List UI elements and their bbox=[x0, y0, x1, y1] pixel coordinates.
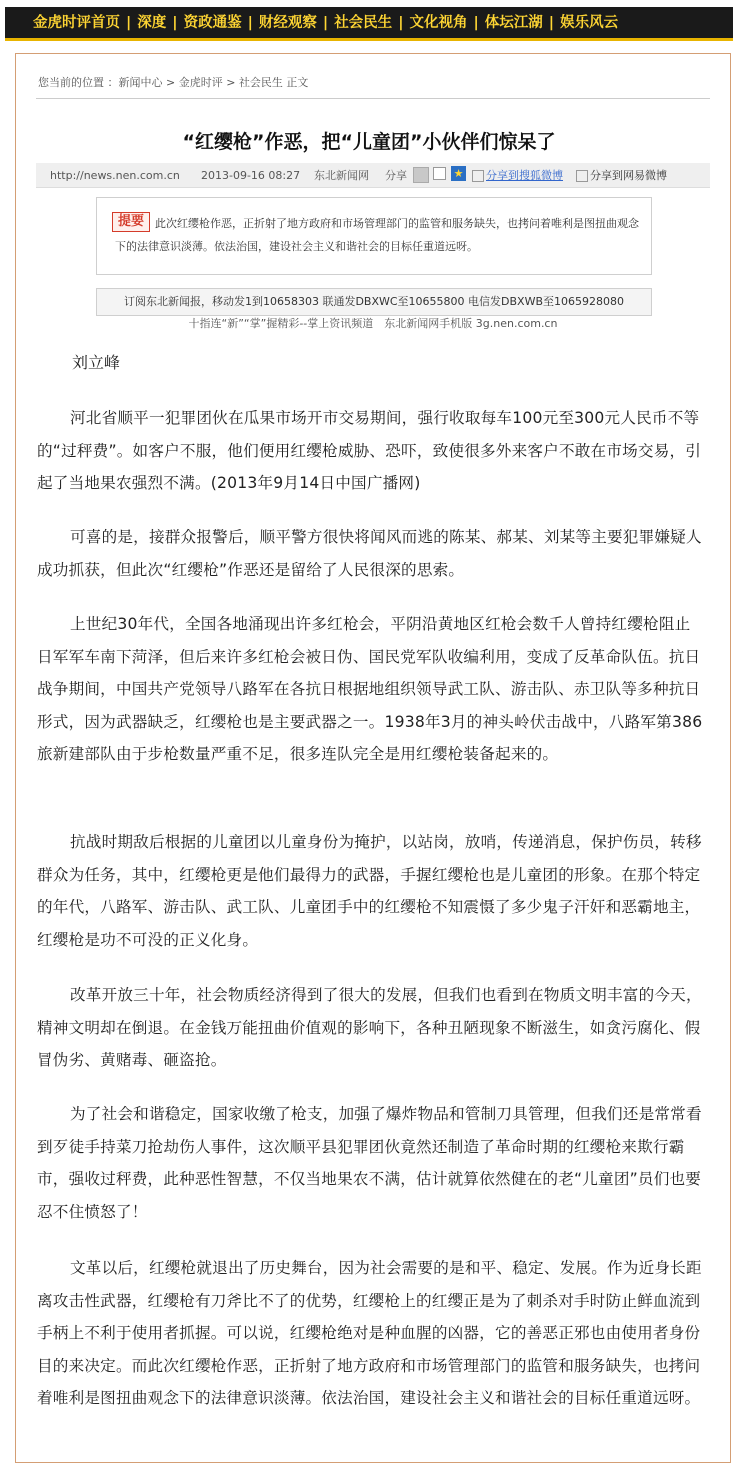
broken-image-icon bbox=[576, 170, 588, 182]
article-title: “红缨枪”作恶，把“儿童团”小伙伴们惊呆了 bbox=[182, 131, 556, 153]
share-star-icon[interactable]: ★ bbox=[451, 166, 466, 181]
share-generic-icon[interactable] bbox=[413, 167, 429, 183]
nav-item-entertainment[interactable]: 娱乐风云 bbox=[560, 14, 619, 31]
nav-separator: | bbox=[473, 14, 479, 31]
article-paragraph: 文革以后，红缨枪就退出了历史舞台，因为社会需要的是和平、稳定、发展。作为近身长距离攻击性武器，红缨枪有刀斧比不了的优势，红缨枪上的红缨正是为了刺杀对手时防止鲜血流到手柄上不利于使用者抓握。可以说，红缨枪绝对是种血腥的凶器，它的善恶正邪也由使用者身份目的来决定。而此次红缨枪作恶，正折射了地方政府和市场管理部门的监管和服务缺失，也拷问着唯利是图扭曲观念下的法律意识淡薄。依法治国，建设社会主义和谐社会的目标任重道远呀。 bbox=[37, 1259, 702, 1407]
breadcrumb-jinhu[interactable]: 金虎时评 bbox=[178, 76, 223, 89]
share-163-label: 分享到网易微博 bbox=[590, 169, 667, 182]
nav-item-finance[interactable]: 财经观察 bbox=[258, 14, 317, 31]
breadcrumb-suffix: 正文 bbox=[282, 76, 309, 89]
article-paragraph: 改革开放三十年，社会物质经济得到了很大的发展，但我们也看到在物质文明丰富的今天，精神文明却在倒退。在金钱万能扭曲价值观的影响下，各种丑陋现象不断滋生，如贪污腐化、假冒伪劣、黄赌毒、砸盗抢。 bbox=[37, 986, 702, 1069]
share-sohu-weibo-link[interactable] bbox=[472, 167, 563, 183]
top-nav bbox=[5, 7, 733, 41]
share-sohu-label: 分享到搜狐微博 bbox=[486, 169, 563, 182]
article-paragraph: 上世纪30年代，全国各地涌现出许多红枪会，平阴沿黄地区红枪会数千人曾持红缨枪阻止日军军车南下菏泽，但后来许多红枪会被日伪、国民党军队收编利用，变成了反革命队伍。抗日战争期间，中国共产党领导八路军在各抗日根据地组织领导武工队、游击队、赤卫队等多种抗日形式，因为武器缺乏，红缨枪也是主要武器之一。1938年3月的神头岭伏击战中，八路军第386旅新建部队由于步枪数量严重不足，很多连队完全是用红缨枪装备起来的。 bbox=[37, 615, 703, 763]
nav-item-society[interactable]: 社会民生 bbox=[334, 14, 393, 31]
nav-item-depth[interactable]: 深度 bbox=[137, 14, 167, 31]
article-paragraph: 抗战时期敌后根据的儿童团以儿童身份为掩护，以站岗，放哨，传递消息，保护伤员，转移群众为任务，其中，红缨枪更是他们最得力的武器，手握红缨枪也是儿童团的形象。在那个特定的年代，八路军、游击队、武工队、儿童团手中的红缨枪不知震慑了多少鬼子汗奸和恶霸地主，红缨枪是功不可没的正义化身。 bbox=[37, 833, 702, 949]
broken-image-icon[interactable] bbox=[433, 167, 446, 180]
share-163-weibo-link[interactable] bbox=[576, 167, 667, 183]
breadcrumb bbox=[38, 74, 308, 90]
breadcrumb-prefix: 您当前的位置 ： bbox=[38, 76, 119, 89]
article-paragraph: 为了社会和谐稳定，国家收缴了枪支，加强了爆炸物品和管制刀具管理，但我们还是常常看到歹徒手持菜刀抢劫伤人事件，这次顺平县犯罪团伙竟然还制造了革命时期的红缨枪来欺行霸市，强收过秤费，此种恶性智慧，不仅当地果农不满，估计就算依然健在的老“儿童团”员们也要忍不住愤怒了！ bbox=[37, 1105, 702, 1221]
subscribe-box[interactable]: 订阅东北新闻报，移动发1到10658303 联通发DBXWC至10655800 电信发DBXWB至1065928080 bbox=[96, 288, 652, 316]
summary-badge: 提要 bbox=[112, 212, 150, 232]
broken-image-icon bbox=[472, 170, 484, 182]
nav-item-governance[interactable]: 资政通鉴 bbox=[183, 14, 242, 31]
nav-separator: | bbox=[172, 14, 178, 31]
share-label: 分享 bbox=[385, 169, 407, 182]
breadcrumb-society[interactable]: 社会民生 bbox=[238, 76, 283, 89]
source-name: 东北新闻网 bbox=[314, 169, 369, 182]
mobile-channel-link[interactable]: 十指连“新”“掌”握精彩--掌上资讯频道 东北新闻网手机版 3g.nen.com.cn bbox=[188, 317, 558, 330]
article-paragraph: 可喜的是，接群众报警后，顺平警方很快将闻风而逃的陈某、郝某、刘某等主要犯罪嫌疑人成功抓获，但此次“红缨枪”作恶还是留给了人民很深的思索。 bbox=[37, 528, 702, 579]
nav-item-sports[interactable]: 体坛江湖 bbox=[484, 14, 543, 31]
breadcrumb-divider bbox=[36, 98, 710, 99]
summary-box bbox=[96, 197, 652, 275]
article-paragraph: 河北省顺平一犯罪团伙在瓜果市场开市交易期间，强行收取每车100元至300元人民币不等的“过秤费”。如客户不服，他们便用红缨枪威胁、恐吓，致使很多外来客户不敢在市场交易，引起了当地果农强烈不满。(2013年9月14日中国广播网) bbox=[37, 409, 702, 492]
summary-text: 此次红缨枪作恶，正折射了地方政府和市场管理部门的监管和服务缺失，也拷问着唯利是图扭曲观念下的法律意识淡薄。依法治国，建设社会主义和谐社会的目标任重道远呀。 bbox=[115, 217, 639, 253]
nav-item-home[interactable]: 金虎时评首页 bbox=[33, 14, 120, 31]
breadcrumb-arrow: > bbox=[162, 76, 179, 89]
nav-item-culture[interactable]: 文化视角 bbox=[409, 14, 468, 31]
nav-separator: | bbox=[126, 14, 132, 31]
nav-separator: | bbox=[548, 14, 555, 31]
article-meta-bar bbox=[36, 163, 710, 188]
breadcrumb-arrow: > bbox=[222, 76, 239, 89]
source-url[interactable]: http://news.nen.com.cn bbox=[50, 168, 180, 182]
breadcrumb-news-center[interactable]: 新闻中心 bbox=[118, 76, 163, 89]
nav-separator: | bbox=[322, 14, 329, 31]
nav-separator: | bbox=[398, 14, 404, 31]
publish-date: 2013-09-16 08:27 bbox=[201, 168, 301, 182]
nav-separator: | bbox=[247, 14, 253, 31]
article-author: 刘立峰 bbox=[72, 353, 121, 372]
